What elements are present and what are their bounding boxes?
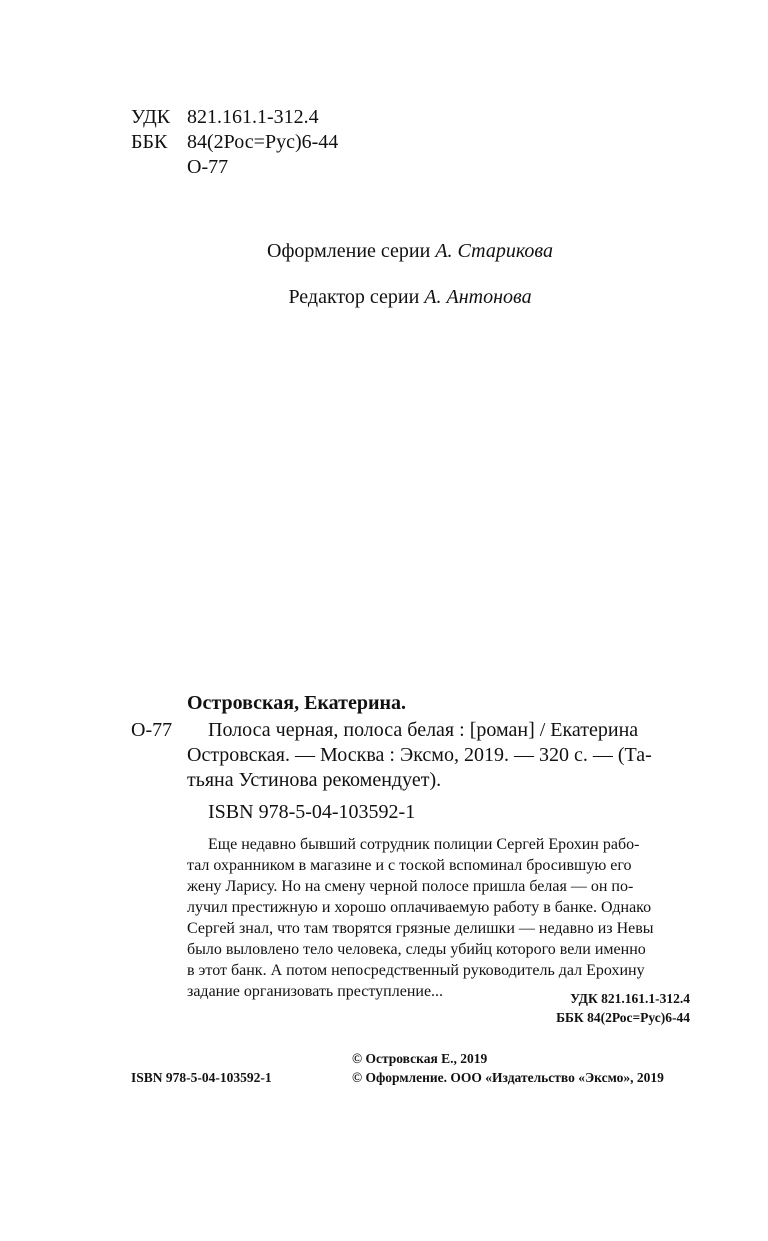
editor-name: А. Антонова bbox=[424, 286, 532, 308]
editor-label: Редактор серии bbox=[288, 286, 420, 308]
annotation-line-7: в этот банк. А потом непосредственный руководитель дал Ерохину bbox=[187, 962, 645, 979]
udk-value: 821.161.1-312.4 bbox=[187, 106, 319, 128]
catalog-line-1: Полоса черная, полоса белая : [роман] / Екатерина bbox=[208, 719, 639, 741]
author-mark-top: О-77 bbox=[187, 156, 229, 178]
annotation-line-6: было выловлено тело человека, следы убийц которого вели именно bbox=[187, 941, 646, 958]
udk-label: УДК bbox=[131, 106, 171, 128]
design-label: Оформление серии bbox=[267, 240, 431, 262]
catalog-author: Островская, Екатерина. bbox=[187, 692, 407, 714]
annotation-line-1: Еще недавно бывший сотрудник полиции Сергей Ерохин рабо- bbox=[208, 836, 640, 853]
series-design-credit bbox=[0, 240, 768, 263]
bottom-bbk: ББК 84(2Рос=Рус)6-44 bbox=[556, 1010, 690, 1025]
design-name: А. Старикова bbox=[435, 240, 553, 262]
copyright-design: © Оформление. ООО «Издательство «Эксмо», 2019 bbox=[352, 1070, 664, 1085]
footer-isbn: ISBN 978-5-04-103592-1 bbox=[131, 1070, 272, 1085]
bottom-udk: УДК 821.161.1-312.4 bbox=[570, 991, 690, 1006]
catalog-mark: О-77 bbox=[131, 719, 173, 741]
annotation-line-5: Сергей знал, что там творятся грязные делишки — недавно из Невы bbox=[187, 920, 654, 937]
udk-line bbox=[131, 105, 319, 129]
copyright-author: © Островская Е., 2019 bbox=[352, 1051, 488, 1066]
bbk-value: 84(2Рос=Рус)6-44 bbox=[187, 131, 339, 153]
annotation-line-2: тал охранником в магазине и с тоской вспоминал бросившую его bbox=[187, 857, 632, 874]
catalog-line-3: тьяна Устинова рекомендует). bbox=[187, 769, 442, 791]
series-editor-credit bbox=[0, 286, 768, 309]
bbk-label: ББК bbox=[131, 131, 168, 153]
annotation-line-8: задание организовать преступление... bbox=[187, 983, 444, 1000]
bbk-line bbox=[131, 130, 338, 154]
annotation-line-3: жену Ларису. Но на смену черной полосе пришла белая — он по- bbox=[187, 878, 634, 895]
annotation-line-4: лучил престижную и хорошо оплачиваемую работу в банке. Однако bbox=[187, 899, 652, 916]
catalog-isbn: ISBN 978-5-04-103592-1 bbox=[208, 801, 416, 823]
catalog-line-2: Островская. — Москва : Эксмо, 2019. — 320 с. — (Та- bbox=[187, 744, 652, 766]
